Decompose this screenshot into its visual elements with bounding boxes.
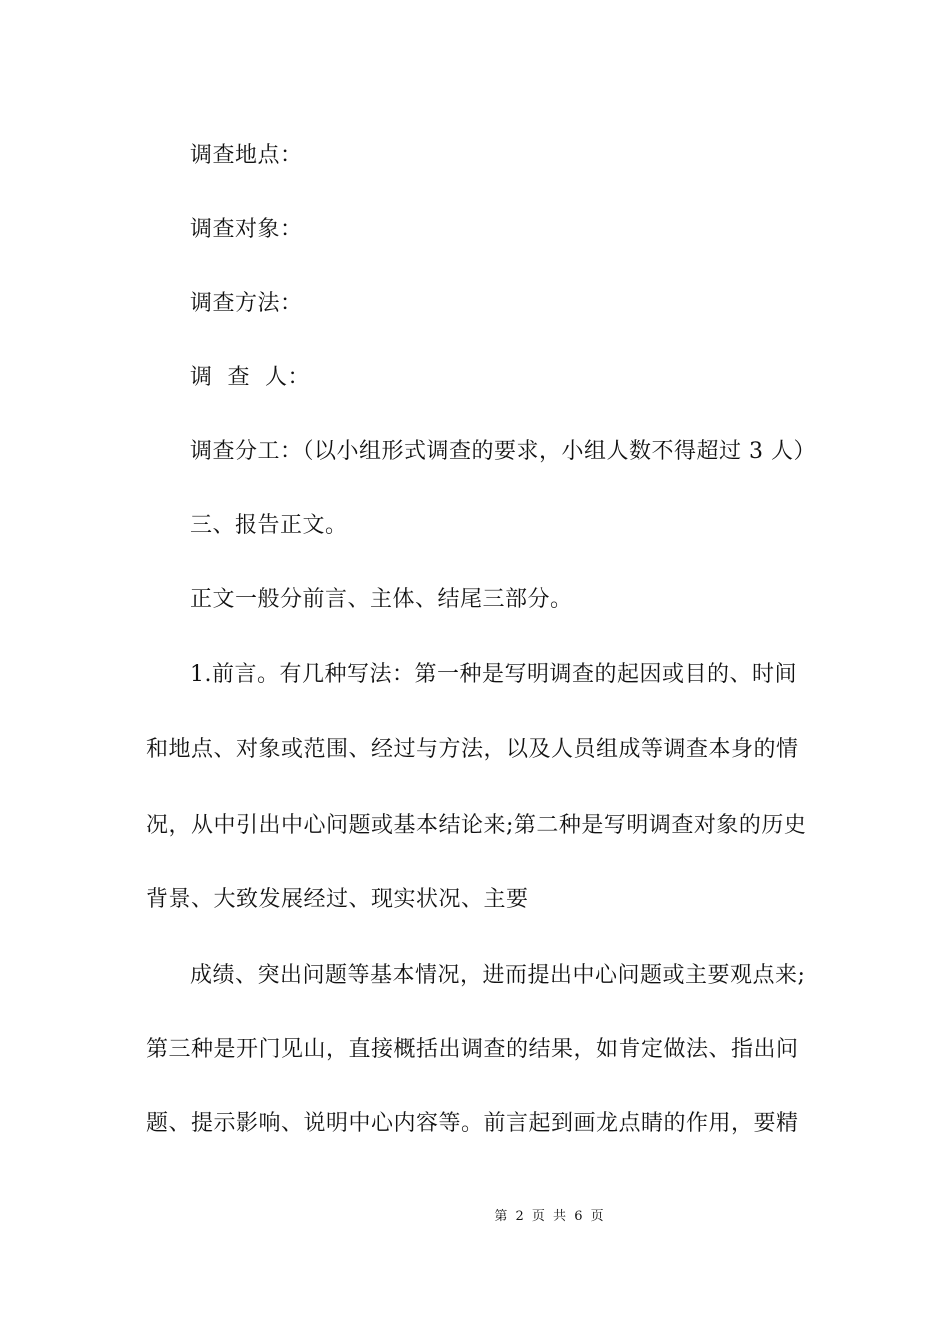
paragraph-line: 成绩、突出问题等基本情况，进而提出中心问题或主要观点来; xyxy=(190,963,806,988)
field-survey-subject: 调查对象： xyxy=(190,217,303,242)
field-survey-method: 调查方法： xyxy=(190,291,303,316)
paragraph-line: 1.前言。有几种写法：第一种是写明调查的起因或目的、时间 xyxy=(190,662,797,687)
page-number-footer: 第 2 页 共 6 页 xyxy=(494,1209,606,1224)
field-survey-division: 调查分工：（以小组形式调查的要求，小组人数不得超过 3 人） xyxy=(190,439,816,464)
field-surveyor: 调 查 人： xyxy=(190,365,310,390)
paragraph-line: 正文一般分前言、主体、结尾三部分。 xyxy=(190,587,573,612)
paragraph-line: 题、提示影响、说明中心内容等。前言起到画龙点睛的作用，要精 xyxy=(146,1111,799,1136)
paragraph-line: 第三种是开门见山，直接概括出调查的结果，如肯定做法、指出问 xyxy=(146,1037,799,1062)
section-heading-body: 三、报告正文。 xyxy=(190,513,348,538)
paragraph-line: 和地点、对象或范围、经过与方法，以及人员组成等调查本身的情 xyxy=(146,737,799,762)
paragraph-line: 况，从中引出中心问题或基本结论来;第二种是写明调查对象的历史 xyxy=(146,813,807,838)
paragraph-line: 背景、大致发展经过、现实状况、主要 xyxy=(146,887,529,912)
field-survey-location: 调查地点： xyxy=(190,143,303,168)
